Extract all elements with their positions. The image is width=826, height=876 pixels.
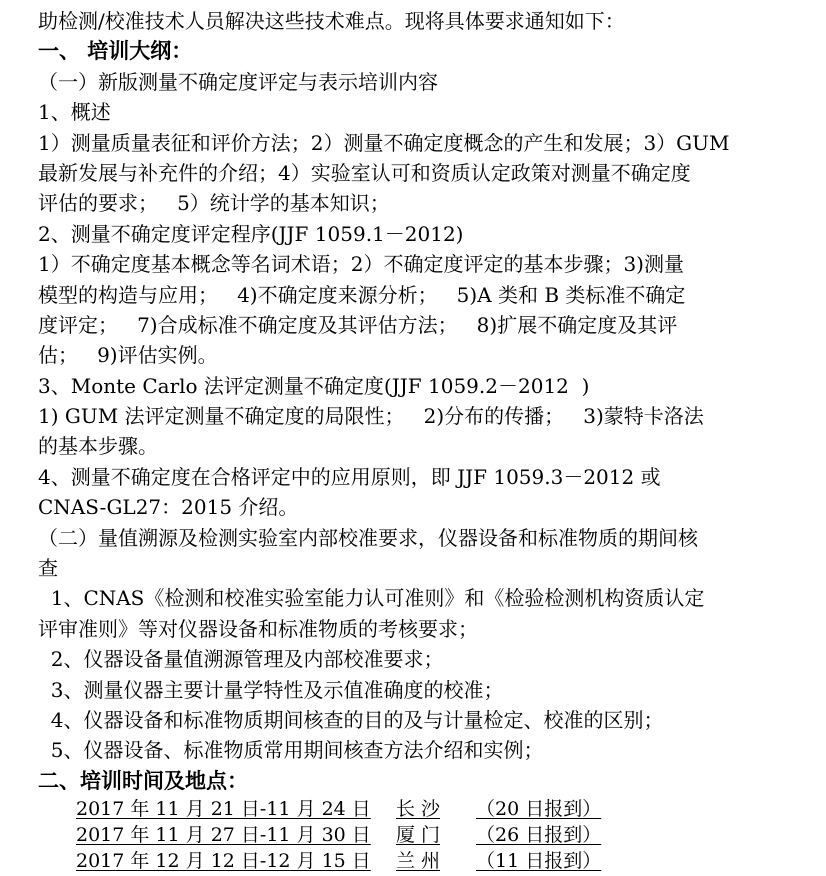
item-heading-overview: 1、概述: [38, 100, 111, 125]
paragraph-line: 评审准则》等对仪器设备和标准物质的考核要求；: [38, 616, 478, 641]
paragraph-line: 最新发展与补充件的介绍；4）实验室认可和资质认定政策对测量不确定度: [38, 160, 691, 185]
list-item: 3、测量仪器主要计量学特性及示值准确度的校准；: [38, 677, 504, 702]
document-body: [38, 6, 788, 796]
item-heading-conformity: 4、测量不确定度在合格评定中的应用原则，即 JJF 1059.3－2012 或: [38, 464, 661, 489]
paragraph-line: 1) GUM 法评定测量不确定度的局限性； 2)分布的传播； 3)蒙特卡洛法: [38, 404, 704, 429]
schedule-dates: 2017 年 11 月 27 日-11 月 30 日: [76, 824, 371, 846]
schedule-row: [76, 796, 636, 822]
paragraph-line: CNAS-GL27：2015 介绍。: [38, 495, 299, 520]
item-heading-monte-carlo: 3、Monte Carlo 法评定测量不确定度(JJF 1059.2－2012 ): [38, 373, 590, 398]
schedule-row: [76, 822, 636, 848]
subsection-heading-uncertainty: （一）新版测量不确定度评定与表示培训内容: [38, 69, 438, 94]
schedule-report-date: （26 日报到）: [476, 824, 602, 846]
schedule-table: [76, 796, 636, 874]
paragraph-line: 度评定； 7)合成标准不确定度及其评估方法； 8)扩展不确定度及其评: [38, 312, 678, 337]
paragraph-line: 1）不确定度基本概念等名词术语；2）不确定度评定的基本步骤；3)测量: [38, 252, 684, 277]
schedule-dates: 2017 年 12 月 12 日-12 月 15 日: [76, 850, 371, 872]
schedule-dates: 2017 年 11 月 21 日-11 月 24 日: [76, 798, 371, 820]
schedule-city: 厦 门: [396, 824, 441, 846]
schedule-report-date: （20 日报到）: [476, 798, 602, 820]
schedule-city: 长 沙: [396, 798, 441, 820]
schedule-report-date: （11 日报到）: [476, 850, 602, 872]
paragraph-line: 模型的构造与应用； 4)不确定度来源分析； 5)A 类和 B 类标准不确定: [38, 282, 686, 307]
list-item: 2、仪器设备量值溯源管理及内部校准要求；: [38, 647, 444, 672]
list-item: 1、CNAS《检测和校准实验室能力认可准则》和《检验检测机构资质认定: [38, 586, 705, 611]
paragraph-line: 评估的要求； 5）统计学的基本知识；: [38, 191, 390, 216]
paragraph-line: 1）测量质量表征和评价方法；2）测量不确定度概念的产生和发展；3）GUM: [38, 130, 730, 155]
subsection-heading-traceability: （二）量值溯源及检测实验室内部校准要求，仪器设备和标准物质的期间核: [38, 525, 698, 550]
section-heading-outline: 一、 培训大纲：: [38, 39, 193, 64]
list-item: 4、仪器设备和标准物质期间核查的目的及与计量检定、校准的区别；: [38, 707, 664, 732]
schedule-city: 兰 州: [396, 850, 441, 872]
intro-line: 助检测/校准技术人员解决这些技术难点。现将具体要求通知如下：: [38, 9, 625, 33]
paragraph-line: 查: [38, 556, 58, 581]
item-heading-procedure: 2、测量不确定度评定程序(JJF 1059.1－2012): [38, 221, 464, 246]
list-item: 5、仪器设备、标准物质常用期间核查方法介绍和实例；: [38, 738, 544, 763]
paragraph-line: 估； 9)评估实例。: [38, 343, 218, 368]
schedule-row: [76, 848, 636, 874]
paragraph-line: 的基本步骤。: [38, 434, 158, 459]
section-heading-schedule: 二、培训时间及地点：: [38, 768, 248, 793]
